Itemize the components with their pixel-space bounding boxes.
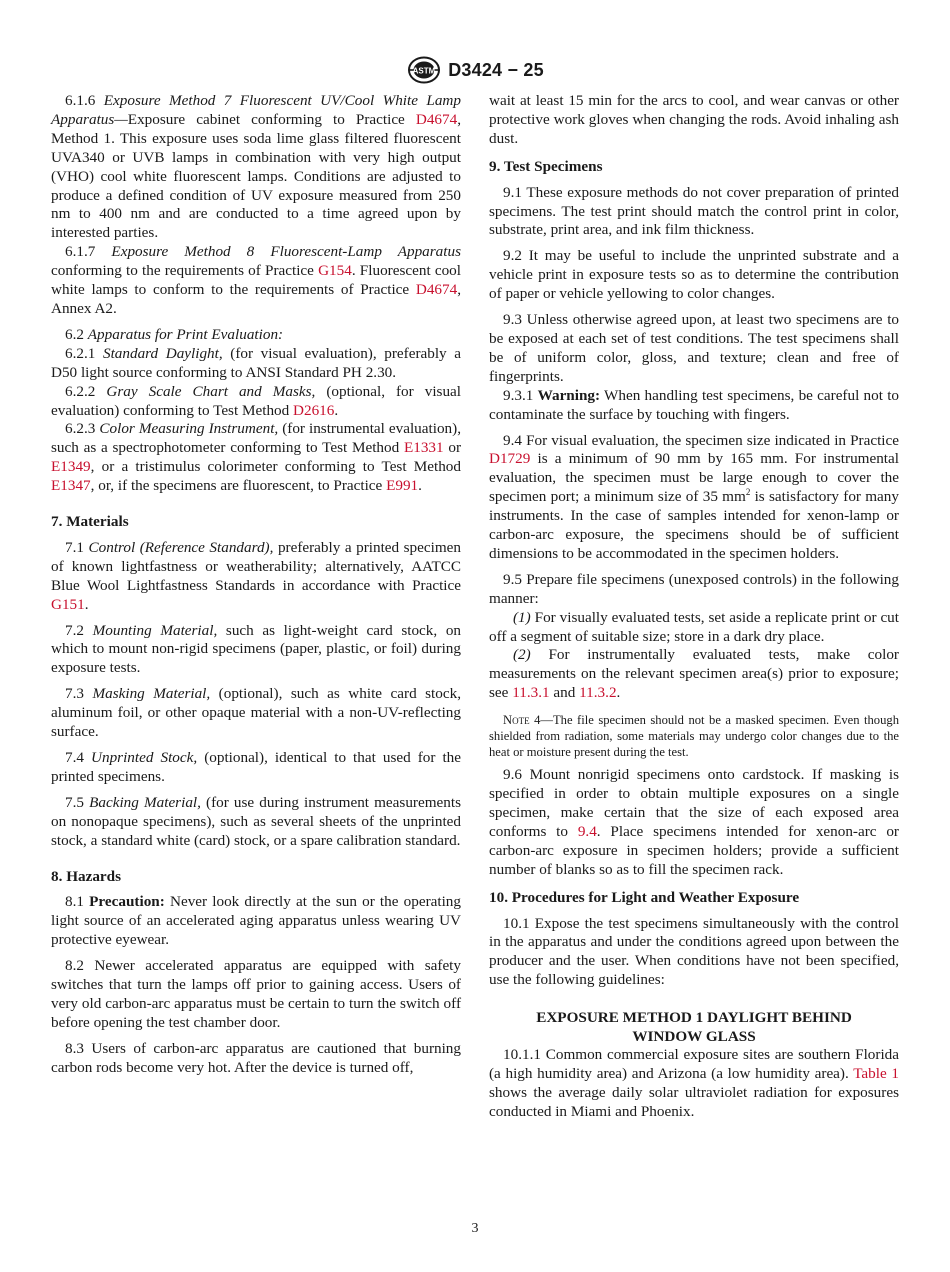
section-title: Color Measuring Instrument, (99, 420, 279, 438)
section-title: Mounting Material, (92, 621, 218, 639)
note-4 (489, 712, 899, 760)
section-number: 9.1 (503, 183, 522, 201)
paragraph-9-6 (489, 766, 899, 879)
text: conforming to the requirements of Practice (51, 262, 319, 280)
ref-link-e1349[interactable]: E1349 (51, 458, 91, 476)
section-number: 6.2.1 (65, 344, 96, 362)
text: , or a tristimulus colorimeter conforming to Test Method (90, 458, 461, 476)
text: , Annex A2. (51, 281, 461, 317)
paragraph-7-5 (51, 794, 461, 851)
ref-link-e1347[interactable]: E1347 (51, 477, 91, 495)
paragraph-6-2 (51, 326, 461, 345)
text: (optional), such as white card stock, aluminum foil, or other opaque material with a non-UV-reflecting surface. (51, 685, 461, 741)
text: These exposure methods do not cover preparation of printed specimens. The test print should match the control print in color, substrate, print area, and ink film thickness. (489, 183, 899, 239)
text: (for instrumental evaluation), such as a spectrophotometer conforming to Test Method (51, 420, 461, 457)
text: is satisfactory for many instruments. In the case of samples intended for xenon-lamp or carbon-arc exposure, the specimens should be of sufficient dimensions to be accommodated in the specimen holders. (489, 488, 899, 562)
section-number: 6.2.2 (65, 382, 96, 400)
text: . (334, 401, 339, 419)
text: Exposure cabinet conforming to Practice (127, 110, 416, 128)
text: When handling test specimens, be careful not to contaminate the surface by touching with fingers. (489, 386, 900, 423)
section-number: 9.5 (503, 570, 522, 588)
text: or (443, 439, 462, 457)
text: Unless otherwise agreed upon, at least two specimens are to be exposed at each set of test conditions. The test specimens shall be of uniform color, gloss, and texture; clean and free of fingerprints. (489, 311, 900, 385)
ref-link-11-3-1[interactable]: 11.3.1 (512, 684, 550, 702)
section-number: 9.6 (503, 766, 522, 784)
text: (optional, for visual evaluation) conforming to Test Method (51, 382, 461, 419)
standard-code: D3424 − 25 (448, 59, 544, 80)
section-heading-hazards: 8. Hazards (51, 867, 122, 885)
section-number: 9.3.1 (503, 386, 534, 404)
precaution-label: Precaution: (89, 893, 165, 911)
section-number: 9.4 (503, 431, 522, 449)
text: wait at least 15 min for the arcs to cool, and wear canvas or other protective work gloves when changing the rods. Avoid inhaling ash dust. (489, 92, 899, 147)
astm-logo-icon (406, 56, 442, 84)
text: Users of carbon-arc apparatus are cautioned that burning carbon rods become very hot. After the device is turned off, (51, 1039, 461, 1076)
paragraph-9-5 (489, 571, 899, 609)
section-number: 6.1.7 (65, 243, 96, 261)
paragraph-9-5-item-2 (489, 646, 899, 703)
paragraph-9-3-1 (489, 387, 899, 425)
paragraph-9-1 (489, 184, 899, 241)
paragraph-9-2 (489, 247, 899, 304)
text: is a minimum of 90 mm by 165 mm. For instrumental evaluation, the specimen must be large enough to cover the specimen port; a minimum size of 35 mm (489, 450, 899, 506)
ref-link-e991[interactable]: E991 (386, 477, 419, 495)
logo-text: ASTM (412, 66, 436, 76)
text: . (418, 477, 422, 495)
section-number: 8.1 (65, 893, 84, 911)
ref-link-9-4[interactable]: 9.4 (577, 822, 597, 840)
text: Common commercial exposure sites are southern Florida (a high humidity area) and Arizona (a low humidity area). (489, 1046, 900, 1083)
text: Newer accelerated apparatus are equipped with safety switches that turn the lamps off prior to gaining access. Users of very old carbon-arc apparatus must be certain to turn the switch off before opening the test chamber door. (51, 957, 461, 1031)
subheading-line: WINDOW GLASS (632, 1027, 756, 1045)
text: (for use during instrument measurements on nonopaque specimens), such as several sheets of the unprinted stock, a standard white (card) stock, or a spare calibration standard. (51, 793, 461, 849)
paragraph-8-1 (51, 893, 461, 950)
section-title: Backing Material, (89, 793, 201, 811)
section-number: 8.3 (65, 1039, 84, 1057)
ref-link-g154[interactable]: G154 (318, 262, 352, 280)
section-number: 7.1 (65, 538, 84, 556)
section-number: 6.2 (65, 325, 84, 343)
ref-link-d4674[interactable]: D4674 (415, 110, 458, 128)
paragraph-6-2-1 (51, 345, 461, 383)
paragraph-9-3 (489, 311, 899, 387)
section-number: 10.1.1 (503, 1046, 541, 1064)
section-title: Exposure Method 8 Fluorescent-Lamp Apparatus (111, 243, 462, 261)
text: Expose the test specimens simultaneously with the control in the apparatus and under the conditions agreed upon between the producer and the user. When conditions have not been specified, use the following guidelines: (489, 914, 900, 989)
text: . (616, 684, 621, 702)
text: shows the average daily solar ultraviolet radiation for exposures conducted in Miami and Phoenix. (489, 1083, 899, 1120)
subheading-exposure-method-1 (489, 1009, 899, 1046)
section-number: 8.2 (65, 957, 84, 975)
paragraph-9-4 (489, 432, 899, 564)
page-number: 3 (471, 1221, 479, 1236)
warning-label: Warning: (537, 386, 601, 404)
section-number: 7.2 (65, 621, 84, 639)
section-number: 9.2 (503, 247, 522, 265)
text: 4—The file specimen should not be a masked specimen. Even though shielded from radiation, some materials may undergo color changes due to the heat or moisture present during the test. (489, 713, 899, 760)
section-heading-test-specimens: 9. Test Specimens (489, 157, 603, 175)
section-heading-materials: 7. Materials (51, 513, 129, 531)
paragraph-7-2 (51, 622, 461, 679)
paragraph-8-2 (51, 957, 461, 1033)
text: (optional), identical to that used for the printed specimens. (51, 749, 462, 785)
section-heading-procedures: 10. Procedures for Light and Weather Exposure (489, 888, 800, 906)
paragraph-6-1-6 (51, 92, 461, 243)
paragraph-8-3-continued (489, 92, 899, 149)
paragraph-7-1 (51, 539, 461, 615)
note-label: Note (503, 713, 530, 728)
paragraph-9-5-item-1 (489, 609, 899, 647)
section-number: 10.1 (503, 914, 530, 932)
paragraph-7-4 (51, 749, 461, 787)
text: Never look directly at the sun or the operating light source of an accelerated aging apparatus unless wearing UV protective eyewear. (51, 893, 461, 949)
text: , Method 1. This exposure uses soda lime glass filtered fluorescent UVA340 or UVB lamps in combination with very high output (VHO) cool white fluorescent lamps. Conditions are adjusted to produce a defined condition of UV exposure measured from 250 nm to 400 nm and are conducted to a time agreed upon by interested parties. (51, 110, 461, 242)
text: Prepare file specimens (unexposed controls) in the following manner: (489, 570, 899, 607)
paragraph-8-3 (51, 1040, 461, 1078)
text: It may be useful to include the unprinted substrate and a vehicle print in exposure tests so as to determine the contribution of paper or vehicle yellowing to color changes. (489, 247, 899, 303)
paragraph-10-1-1 (489, 1046, 899, 1122)
superscript: 2 (745, 487, 751, 498)
section-title: Apparatus for Print Evaluation: (87, 325, 284, 343)
ref-link-table-1[interactable]: Table 1 (853, 1065, 899, 1083)
section-title: Masking Material, (92, 685, 211, 703)
subheading-line: EXPOSURE METHOD 1 DAYLIGHT BEHIND (536, 1009, 852, 1027)
section-title: Exposure Method 7 Fluorescent UV/Cool White Lamp Apparatus— (51, 92, 461, 128)
text: . (84, 595, 89, 613)
page-header (0, 55, 950, 85)
ref-link-g151[interactable]: G151 (51, 595, 85, 613)
section-title: Control (Reference Standard), (88, 538, 274, 556)
section-title: Unprinted Stock, (91, 749, 198, 766)
text: For instrumentally evaluated tests, make color measurements on the relevant specimen area(s) prior to exposure; see (489, 646, 899, 702)
text: such as light-weight card stock, on which to mount non-rigid specimens (paper, plastic, or foil) during exposure tests. (51, 621, 462, 677)
ref-link-d1729[interactable]: D1729 (489, 450, 531, 468)
ref-link-e1331[interactable]: E1331 (403, 439, 444, 457)
section-number: 7.3 (65, 685, 84, 703)
ref-link-11-3-2[interactable]: 11.3.2 (579, 684, 617, 702)
text: . Fluorescent cool white lamps to conform to the requirements of Practice (51, 262, 461, 299)
item-label: (1) (513, 608, 531, 626)
left-column (51, 92, 461, 1078)
section-number: 7.4 (65, 749, 84, 766)
text: Mount nonrigid specimens onto cardstock. If masking is specified in order to obtain multiple exposures on a single specimen, make certain that the size of each exposed area conforms to (489, 766, 900, 840)
section-number: 7.5 (65, 793, 84, 811)
right-column (489, 92, 899, 1122)
item-label: (2) (513, 646, 531, 664)
text: , or, if the specimens are fluorescent, to Practice (90, 477, 387, 495)
text: For visually evaluated tests, set aside a replicate print or cut off a segment of suitable size; store in a dark dry place. (489, 608, 899, 645)
section-number: 9.3 (503, 311, 522, 329)
paragraph-7-3 (51, 685, 461, 742)
paragraph-10-1 (489, 915, 899, 991)
text: and (549, 684, 580, 702)
paragraph-6-1-7 (51, 243, 461, 319)
section-number: 6.2.3 (65, 420, 96, 438)
paragraph-6-2-3 (51, 420, 461, 496)
section-title: Gray Scale Chart and Masks, (106, 382, 316, 400)
ref-link-d2616[interactable]: D2616 (293, 401, 335, 419)
text: preferably a printed specimen of known lightfastness or weatherability; alternatively, AATCC Blue Wool Lightfastness Standards in accordance with Practice (51, 538, 461, 594)
ref-link-d4674[interactable]: D4674 (415, 281, 458, 299)
text: (for visual evaluation), preferably a D50 light source conforming to ANSI Standard PH 2.30. (51, 344, 462, 381)
paragraph-6-2-2 (51, 383, 461, 421)
text: For visual evaluation, the specimen size indicated in Practice (526, 431, 899, 449)
text: . Place specimens intended for xenon-arc or carbon-arc exposure in specimen holders; provide a sufficient number of blanks so as to fill the specimen rack. (489, 822, 899, 878)
section-number: 6.1.6 (65, 92, 96, 109)
section-title: Standard Daylight, (102, 344, 223, 362)
